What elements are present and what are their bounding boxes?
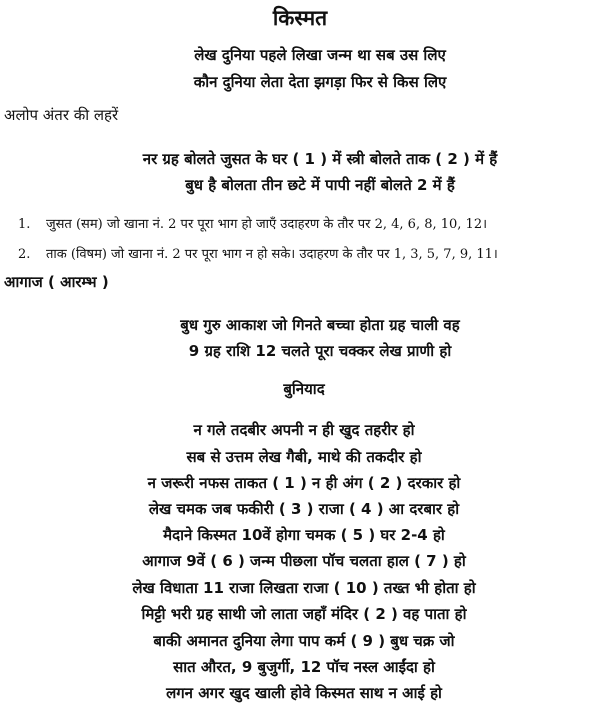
intro-verse-line: लेख दुनिया पहले लिखा जन्म था सब उस लिए <box>194 46 446 64</box>
list-item <box>18 248 498 261</box>
section3-verse-line: न जरूरी नफस ताकत ( 1 ) न ही अंग ( 2 ) दरकार हो <box>147 474 461 492</box>
section1-verse-line: बुध है बोलता तीन छटे में पापी नहीं बोलते 2 में हैं <box>185 176 455 194</box>
section3-verse-line: बाकी अमानत दुनिया लेगा पाप कर्म ( 9 ) बुध चक्र जो <box>153 632 455 650</box>
section-heading-aagaaz: आगाज ( आरम्भ ) <box>4 273 109 291</box>
list-item-number: 1. <box>18 217 31 232</box>
list-item-text: जुसत (सम) जो खाना नं. 2 पर पूरा भाग हो जाएँ उदाहरण के तौर पर 2, 4, 6, 8, 10, 12। <box>46 217 488 232</box>
section3-verse-line: लेख विधाता 11 राजा लिखता राजा ( 10 ) तख्त भी होता हो <box>132 579 476 597</box>
list-item-text: ताक (विषम) जो खाना नं. 2 पर पूरा भाग न हो सके। उदाहरण के तौर पर 1, 3, 5, 7, 9, 11। <box>46 247 498 262</box>
section-heading-alop: अलोप अंतर की लहरें <box>4 106 119 124</box>
section3-verse-line: लेख चमक जब फकीरी ( 3 ) राजा ( 4 ) आ दरबार हो <box>148 500 460 518</box>
list-item-number: 2. <box>18 247 31 262</box>
section3-verse-line: न गले तदबीर अपनी न ही खुद तहरीर हो <box>193 421 415 439</box>
section2-verse-line: बुध गुरु आकाश जो गिनते बच्चा होता ग्रह चाली वह <box>180 316 460 334</box>
page-title: किस्मत <box>272 6 328 30</box>
section3-verse-line: मिट्टी भरी ग्रह साथी जो लाता जहाँ मंदिर ( 2 ) वह पाता हो <box>141 605 467 623</box>
section3-verse-line: सब से उत्तम लेख गैबी, माथे की तकदीर हो <box>186 448 422 466</box>
intro-verse-line: कौन दुनिया लेता देता झगड़ा फिर से किस लिए <box>193 73 447 91</box>
section-heading-buniyaad: बुनियाद <box>283 380 325 398</box>
section3-verse-line: मैदाने किस्मत 10वें होगा चमक ( 5 ) घर 2-4 हो <box>163 526 445 544</box>
section2-verse-line: 9 ग्रह राशि 12 चलते पूरा चक्कर लेख प्राणी हो <box>188 342 452 360</box>
section3-verse-line: आगाज 9वें ( 6 ) जन्म पीछला पॉच चलता हाल ( 7 ) हो <box>142 552 466 570</box>
section3-verse-line: सात औरत, 9 बुजुर्गी, 12 पॉच नस्ल आईंदा हो <box>173 658 435 676</box>
section1-verse-line: नर ग्रह बोलते जुसत के घर ( 1 ) में स्त्री बोलते ताक ( 2 ) में हैं <box>142 150 498 168</box>
list-item <box>18 218 487 231</box>
section3-verse-line: लगन अगर खुद खाली होवे किस्मत साथ न आई हो <box>166 684 442 702</box>
